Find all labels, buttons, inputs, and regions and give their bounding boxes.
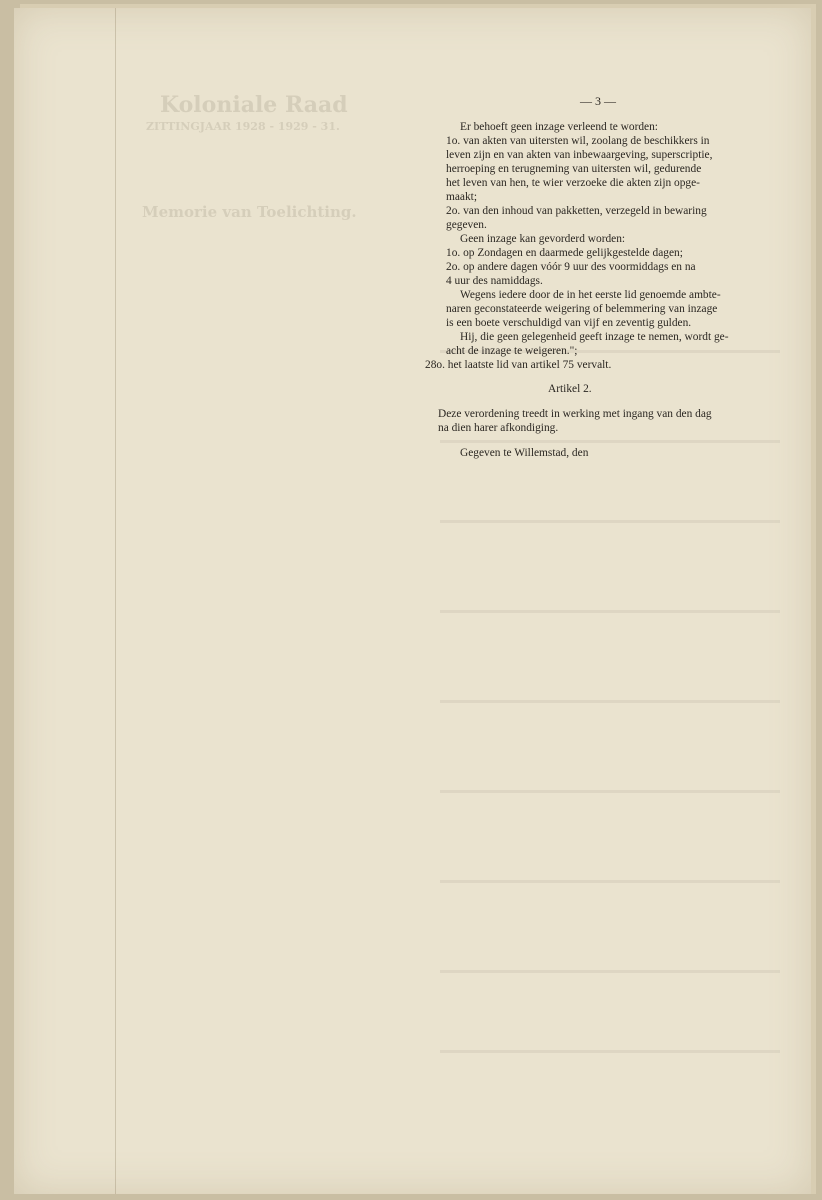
penalty-line: Wegens iedere door de in het eerste lid genoemde ambte-	[460, 289, 721, 301]
bleed-title: Koloniale Raad	[160, 92, 348, 118]
no-inspection-line: Geen inzage kan gevorderd worden:	[460, 233, 626, 245]
effective-line: Deze verordening treedt in werking met ingang van den dag	[438, 408, 712, 420]
article-heading: Artikel 2.	[548, 383, 592, 395]
bleed-line	[440, 970, 780, 973]
item1-line: 1o. van akten van uitersten wil, zoolang de beschikkers in	[446, 135, 710, 147]
item28-line: 28o. het laatste lid van artikel 75 vervalt.	[425, 359, 612, 371]
given-line: Gegeven te Willemstad, den	[460, 447, 589, 459]
refusal-line: acht de inzage te weigeren.";	[446, 345, 578, 357]
bleed-line	[440, 790, 780, 793]
page-number: — 3 —	[580, 94, 616, 108]
bleed-line	[440, 610, 780, 613]
bleed-session: ZITTINGJAAR 1928 - 1929 - 31.	[146, 120, 340, 133]
item1-line: het leven van hen, te wier verzoeke die akten zijn opge-	[446, 177, 700, 189]
bleed-line	[440, 520, 780, 523]
days-line: 4 uur des namiddags.	[446, 275, 543, 287]
item1-line: herroeping en terugneming van uitersten wil, gedurende	[446, 163, 702, 175]
days-line: 1o. op Zondagen en daarmede gelijkgestelde dagen;	[446, 247, 683, 259]
intro-line: Er behoeft geen inzage verleend te worden:	[460, 121, 658, 133]
item2-line: 2o. van den inhoud van pakketten, verzegeld in bewaring	[446, 205, 707, 217]
days-line: 2o. op andere dagen vóór 9 uur des voormiddags en na	[446, 261, 696, 273]
fold-line	[115, 8, 116, 1194]
bleed-line	[440, 880, 780, 883]
effective-line: na dien harer afkondiging.	[438, 422, 559, 434]
bleed-line	[440, 440, 780, 443]
item1-line: maakt;	[446, 191, 477, 203]
bleed-subtitle: Memorie van Toelichting.	[142, 203, 357, 221]
item1-line: leven zijn en van akten van inbewaargeving, superscriptie,	[446, 149, 713, 161]
item2-line: gegeven.	[446, 219, 487, 231]
bleed-line	[440, 700, 780, 703]
penalty-line: is een boete verschuldigd van vijf en zeventig gulden.	[446, 317, 692, 329]
refusal-line: Hij, die geen gelegenheid geeft inzage te nemen, wordt ge-	[460, 331, 729, 343]
bleed-line	[440, 1050, 780, 1053]
penalty-line: naren geconstateerde weigering of belemmering van inzage	[446, 303, 718, 315]
